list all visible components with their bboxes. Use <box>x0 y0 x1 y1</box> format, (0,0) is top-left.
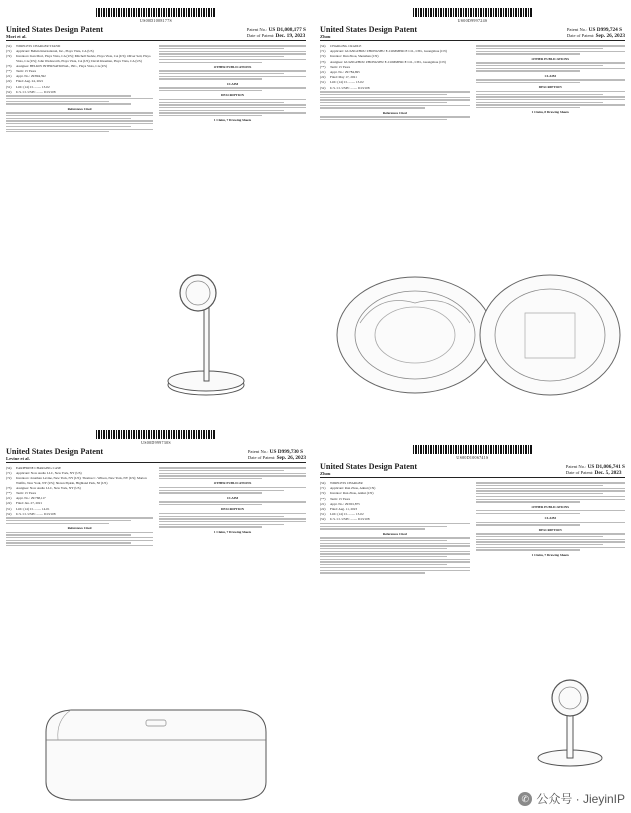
references-heading: References Cited <box>67 526 92 531</box>
barcode <box>96 8 216 17</box>
date-label: Date of Patent: <box>565 470 594 475</box>
filed-field: Filed: Aug. 24, 2021 <box>16 79 44 84</box>
patent-date: Sep. 26, 2023 <box>276 455 306 461</box>
patent-page-3 <box>6 430 306 808</box>
claim-heading: CLAIM <box>544 516 556 521</box>
pub-number: US00D1008177S <box>139 18 173 23</box>
patent-header <box>320 462 625 478</box>
date-label: Date of Patent: <box>246 33 275 38</box>
appl-field: Appl. No.: 29/784,695 <box>330 70 360 75</box>
right-column <box>476 44 626 122</box>
appl-field: Appl. No.: 29/901,875 <box>330 501 360 506</box>
claim-heading: CLAIM <box>226 81 239 86</box>
inventor-name: Zhou <box>320 34 331 39</box>
pub-number: US00D999730S <box>141 440 171 445</box>
patent-date: Dec. 19, 2023 <box>275 33 306 39</box>
applicant-field: Applicant: Run Zhou, Anhui (CN) <box>330 486 376 491</box>
description-heading: DESCRIPTION <box>538 85 562 90</box>
term-field: Term: 15 Years <box>330 64 351 69</box>
loc-field: LOC (14) Cl. ........ 13-02 <box>16 84 50 89</box>
assignee-field: Assignee: BELKIN INTERNATIONAL, INC., Playa Vista, CA (US) <box>16 63 108 68</box>
applicant-field: Applicant: Now Audio LLC, New York, NY (US) <box>16 471 82 476</box>
title-field: WIRELESS CHARGER STAND <box>16 44 61 48</box>
filed-field: Filed: Aug. 11, 2023 <box>330 507 358 512</box>
left-column: (54) CHARGING CRADLE (71) Applicant: GUANGZHOU ZHONGSHU E-COMMERCE CO., LTD., Guangzhou (CN) (72) Inventor: Dun Zhou, Shenzhen (CN) (73) Assignee: GUANGZHOU ZHONGSHU E-COMMERCE CO., LTD., Guangzhou (CN) (**) Term: 15 Years (21) Appl. No.: 29/784,695 (22) Filed: May 17, 2021 (51) LOC (14) Cl. ........ 13-02 (52) U.S. Cl. USPC ........ D13/108 References Cited <box>320 44 470 122</box>
uscl-field: U.S. Cl. USPC ........ D13/108 <box>330 517 370 522</box>
filed-field: Filed: Jan. 27, 2021 <box>16 501 43 506</box>
references-heading: References Cited <box>67 106 92 111</box>
claim-heading: CLAIM <box>544 73 556 78</box>
loc-field: LOC (14) Cl. ........ 13-02 <box>330 80 364 85</box>
claim-heading: CLAIM <box>226 495 239 500</box>
term-field: Term: 15 Years <box>16 491 37 496</box>
references-heading: References Cited <box>382 531 407 536</box>
description-heading: DESCRIPTION <box>221 93 244 98</box>
other-publications-heading: OTHER PUBLICATIONS <box>531 56 570 61</box>
barcode <box>96 430 216 439</box>
left-column: (54) WIRELESS CHARGER (71) Applicant: Run Zhou, Anhui (CN) (72) Inventor: Run Zhou, Anhui (CN) (**) Term: 15 Years (21) Appl. No.: 29/901,875 (22) Filed: Aug. 11, 2023 (51) LOC (14) Cl. ........ 13-02 (52) U.S. Cl. USPC ........ D13/108 References Cited <box>320 481 470 575</box>
term-field: Term: 15 Years <box>16 69 37 74</box>
right-column <box>159 466 306 548</box>
other-publications-heading: OTHER PUBLICATIONS <box>213 481 252 486</box>
inventor-name: Mori et al. <box>6 34 27 39</box>
description-heading: DESCRIPTION <box>538 527 562 532</box>
left-column: (54) WIRELESS CHARGER STAND (71) Applicant: Belkin International, Inc., Playa Vista, CA (US) (72) Inventors: Ken Mori, Playa Vista, CA (US); Mitchell Suckle, Playa Vista, CA (US); Oliver Seil, Playa Vista, CA (US); John Wadsworth, Playa Vista, CA (US); David Kleeman, Playa Vista, CA (US) (73) Assignee: BELKIN INTERNATIONAL, INC., Playa Vista, CA (US) (**) Term: 15 Years (21) Appl. No.: 29/894,592 (22) Filed: Aug. 24, 2021 (51) LOC (14) Cl. ........ 13-02 (52) U.S. Cl. USPC ........ D13/108 References Cited <box>6 44 153 134</box>
date-label: Date of Patent: <box>247 455 276 460</box>
patent-org: United States Design Patent <box>320 25 418 34</box>
patent-label: Patent No.: <box>246 27 268 32</box>
charging-cradle-drawing <box>320 263 625 403</box>
filed-field: Filed: May 17, 2021 <box>330 75 357 80</box>
inventors-field: Inventor: Dun Zhou, Shenzhen (CN) <box>330 54 379 59</box>
other-publications-heading: OTHER PUBLICATIONS <box>213 64 252 69</box>
sheets-line: 1 Claim, 7 Drawing Sheets <box>213 529 252 534</box>
patent-header <box>320 25 625 41</box>
term-field: Term: 15 Years <box>330 496 351 501</box>
watermark <box>518 790 625 807</box>
loc-field: LOC (14) Cl. ........ 14-01 <box>16 506 50 511</box>
patent-number: US D999,724 S <box>588 27 623 33</box>
patent-header <box>6 25 306 41</box>
earphone-case-drawing <box>26 692 286 804</box>
assignee-field: Assignee: GUANGZHOU ZHONGSHU E-COMMERCE CO., LTD., Guangzhou (CN) <box>330 59 446 64</box>
patent-label: Patent No.: <box>247 449 269 454</box>
title-field: EARPHONE CHARGING CASE <box>16 466 62 470</box>
applicant-field: Applicant: Belkin International, Inc., Playa Vista, CA (US) <box>16 49 94 54</box>
sheets-line: 1 Claim, 8 Drawing Sheets <box>531 110 569 115</box>
patent-org: United States Design Patent <box>6 25 104 34</box>
appl-field: Appl. No.: 29/894,592 <box>16 74 46 79</box>
wireless-charger-drawing <box>520 670 620 770</box>
patent-page-4 <box>320 445 625 775</box>
patent-date: Sep. 26, 2023 <box>595 33 625 39</box>
other-publications-heading: OTHER PUBLICATIONS <box>531 504 570 509</box>
patent-number: US D1,006,741 S <box>587 464 625 470</box>
loc-field: LOC (14) Cl. ........ 13-02 <box>330 512 364 517</box>
uscl-field: U.S. Cl. USPC ........ D13/108 <box>16 89 56 94</box>
watermark-text: 公众号 · JieyinIP <box>536 792 625 806</box>
pub-number: US00D999724S <box>457 18 488 23</box>
patent-org: United States Design Patent <box>6 447 104 456</box>
wechat-icon: ✆ <box>518 792 532 806</box>
sheets-line: 1 Claim, 7 Drawing Sheets <box>213 118 252 123</box>
patent-org: United States Design Patent <box>320 462 418 471</box>
inventors-field: Inventor: Run Zhou, Anhui (CN) <box>330 491 374 496</box>
title-field: WIRELESS CHARGER <box>330 481 363 485</box>
sheets-line: 1 Claim, 7 Drawing Sheets <box>531 552 569 557</box>
left-column: (54) EARPHONE CHARGING CASE (71) Applicant: Now Audio LLC, New York, NY (US) (72) Inventors: Jonathan Levine, New York, NY (US); Thomas C. Wilson, New York, NY (US); Marton Walfils, New York, NY (US); Shawn Pipkin, Highland Park, NJ (US) (73) Assignee: Now Audio LLC, New York, NY (US) (**) Term: 15 Years (21) Appl. No.: 29/768,117 (22) Filed: Jan. 27, 2021 (51) LOC (14) Cl. ........ 14-01 (52) U.S. Cl. USPC ........ D13/108 References Cited <box>6 466 153 548</box>
charger-stand-drawing <box>156 263 256 403</box>
uscl-field: U.S. Cl. USPC ........ D13/108 <box>16 511 56 516</box>
title-field: CHARGING CRADLE <box>330 44 362 48</box>
patent-header <box>6 447 306 463</box>
inventor-name: Levine et al. <box>6 456 30 461</box>
patent-label: Patent No.: <box>565 464 587 469</box>
right-column <box>159 44 306 134</box>
patent-page-1 <box>6 8 306 408</box>
barcode <box>413 8 533 17</box>
description-heading: DESCRIPTION <box>221 507 244 512</box>
patent-page-2 <box>320 8 625 403</box>
patent-label: Patent No.: <box>566 27 588 32</box>
inventors-field: Inventors: Ken Mori, Playa Vista, CA (US); Mitchell Suckle, Playa Vista, CA (US); Oliver Seil, Playa Vista, CA (US); John Wadsworth, Playa Vista, CA (US); David Kleeman, Playa Vista, CA (US) <box>16 54 151 63</box>
uscl-field: U.S. Cl. USPC ........ D13/108 <box>330 85 370 90</box>
applicant-field: Applicant: GUANGZHOU ZHONGSHU E-COMMERCE CO., LTD., Guangzhou (CN) <box>330 49 447 54</box>
barcode <box>413 445 533 454</box>
right-column <box>476 481 626 575</box>
patent-date: Dec. 5, 2023 <box>594 470 622 476</box>
inventor-name: Zhou <box>320 471 331 476</box>
appl-field: Appl. No.: 29/768,117 <box>16 496 46 501</box>
date-label: Date of Patent: <box>566 33 595 38</box>
patent-number: US D999,730 S <box>269 449 304 455</box>
pub-number: US00D1006741S <box>456 455 489 460</box>
inventors-field: Inventors: Jonathan Levine, New York, NY (US); Thomas C. Wilson, New York, NY (US); Marton Walfils, New York, NY (US); Shawn Pipkin, Highland Park, NJ (US) <box>16 476 147 485</box>
patent-number: US D1,008,177 S <box>268 27 306 33</box>
references-heading: References Cited <box>382 110 407 115</box>
assignee-field: Assignee: Now Audio LLC, New York, NY (US) <box>16 485 81 490</box>
